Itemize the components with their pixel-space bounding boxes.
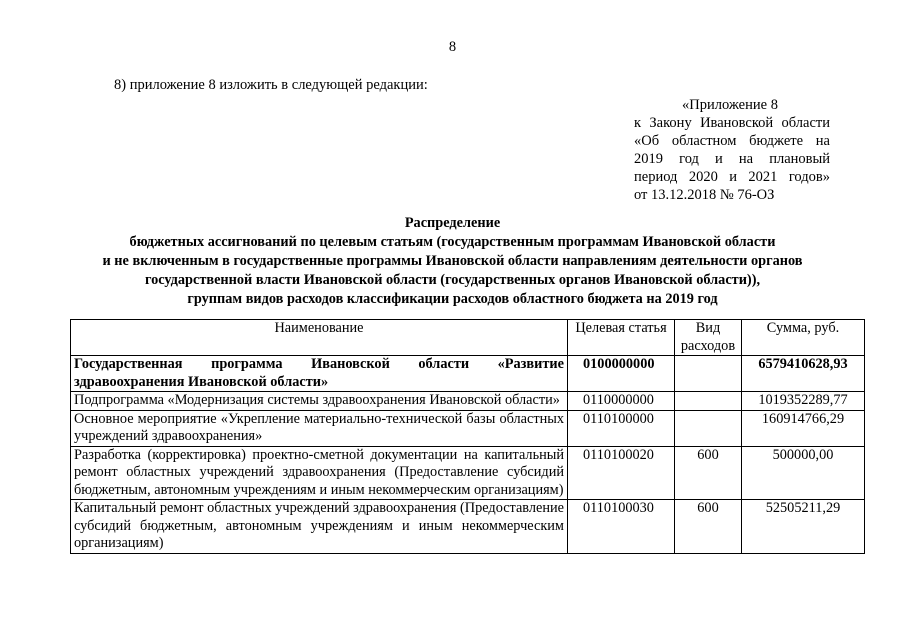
row-vid: 600	[675, 500, 742, 554]
header-vid: Вид расходов	[675, 320, 742, 356]
row-name: Капитальный ремонт областных учреждений здравоохранения (Предоставление субсидий бюджетным, автономным учреждениям и иным некоммерческим организациям)	[71, 500, 568, 554]
title-line: группам видов расходов классификации расходов областного бюджета на 2019 год	[187, 291, 718, 307]
row-name: Государственная программа Ивановской области «Развитие здравоохранения Ивановской области»	[71, 356, 568, 392]
annex-reference	[634, 96, 830, 204]
row-code: 0110100020	[568, 446, 675, 500]
intro-text: 8) приложение 8 изложить в следующей редакции:	[114, 77, 428, 93]
row-vid	[675, 392, 742, 411]
row-code: 0110000000	[568, 392, 675, 411]
row-sum: 52505211,29	[742, 500, 865, 554]
title-line: и не включенным в государственные программы Ивановской области направлениям деятельности органов	[102, 253, 803, 269]
row-code: 0110100030	[568, 500, 675, 554]
budget-table	[70, 319, 865, 554]
row-name: Разработка (корректировка) проектно-сметной документации на капитальный ремонт областных учреждений здравоохранения (Предоставление субсидий бюджетным, автономным учреждениям и иным некоммерческим организациям)	[71, 446, 568, 500]
annex-line: 2019 год и на плановый	[634, 151, 830, 167]
title-line: Распределение	[404, 215, 501, 231]
table-row	[71, 392, 865, 411]
title-line: государственной власти Ивановской области (государственных органов Ивановской области)),	[144, 272, 761, 288]
table-row	[71, 356, 865, 392]
row-sum: 500000,00	[742, 446, 865, 500]
row-name: Основное мероприятие «Укрепление материально-технической базы областных учреждений здравоохранения»	[71, 410, 568, 446]
annex-line: период 2020 и 2021 годов»	[634, 169, 830, 185]
row-vid	[675, 410, 742, 446]
annex-line: «Приложение 8	[682, 97, 778, 113]
header-name: Наименование	[71, 320, 568, 356]
row-code: 0100000000	[568, 356, 675, 392]
header-sum: Сумма, руб.	[742, 320, 865, 356]
table-header-row	[71, 320, 865, 356]
annex-line: от 13.12.2018 № 76-ОЗ	[634, 187, 775, 203]
row-name: Подпрограмма «Модернизация системы здравоохранения Ивановской области»	[71, 392, 568, 411]
annex-line: к Закону Ивановской области	[634, 115, 830, 131]
document-title	[0, 214, 905, 309]
row-sum: 160914766,29	[742, 410, 865, 446]
row-vid: 600	[675, 446, 742, 500]
table-row	[71, 446, 865, 500]
row-sum: 1019352289,77	[742, 392, 865, 411]
table-row	[71, 410, 865, 446]
page-number: 8	[448, 39, 457, 55]
row-code: 0110100000	[568, 410, 675, 446]
row-sum: 6579410628,93	[742, 356, 865, 392]
row-vid	[675, 356, 742, 392]
header-code: Целевая статья	[568, 320, 675, 356]
annex-line: «Об областном бюджете на	[634, 133, 830, 149]
title-line: бюджетных ассигнований по целевым статьям (государственным программам Ивановской области	[129, 234, 776, 250]
table-row	[71, 500, 865, 554]
